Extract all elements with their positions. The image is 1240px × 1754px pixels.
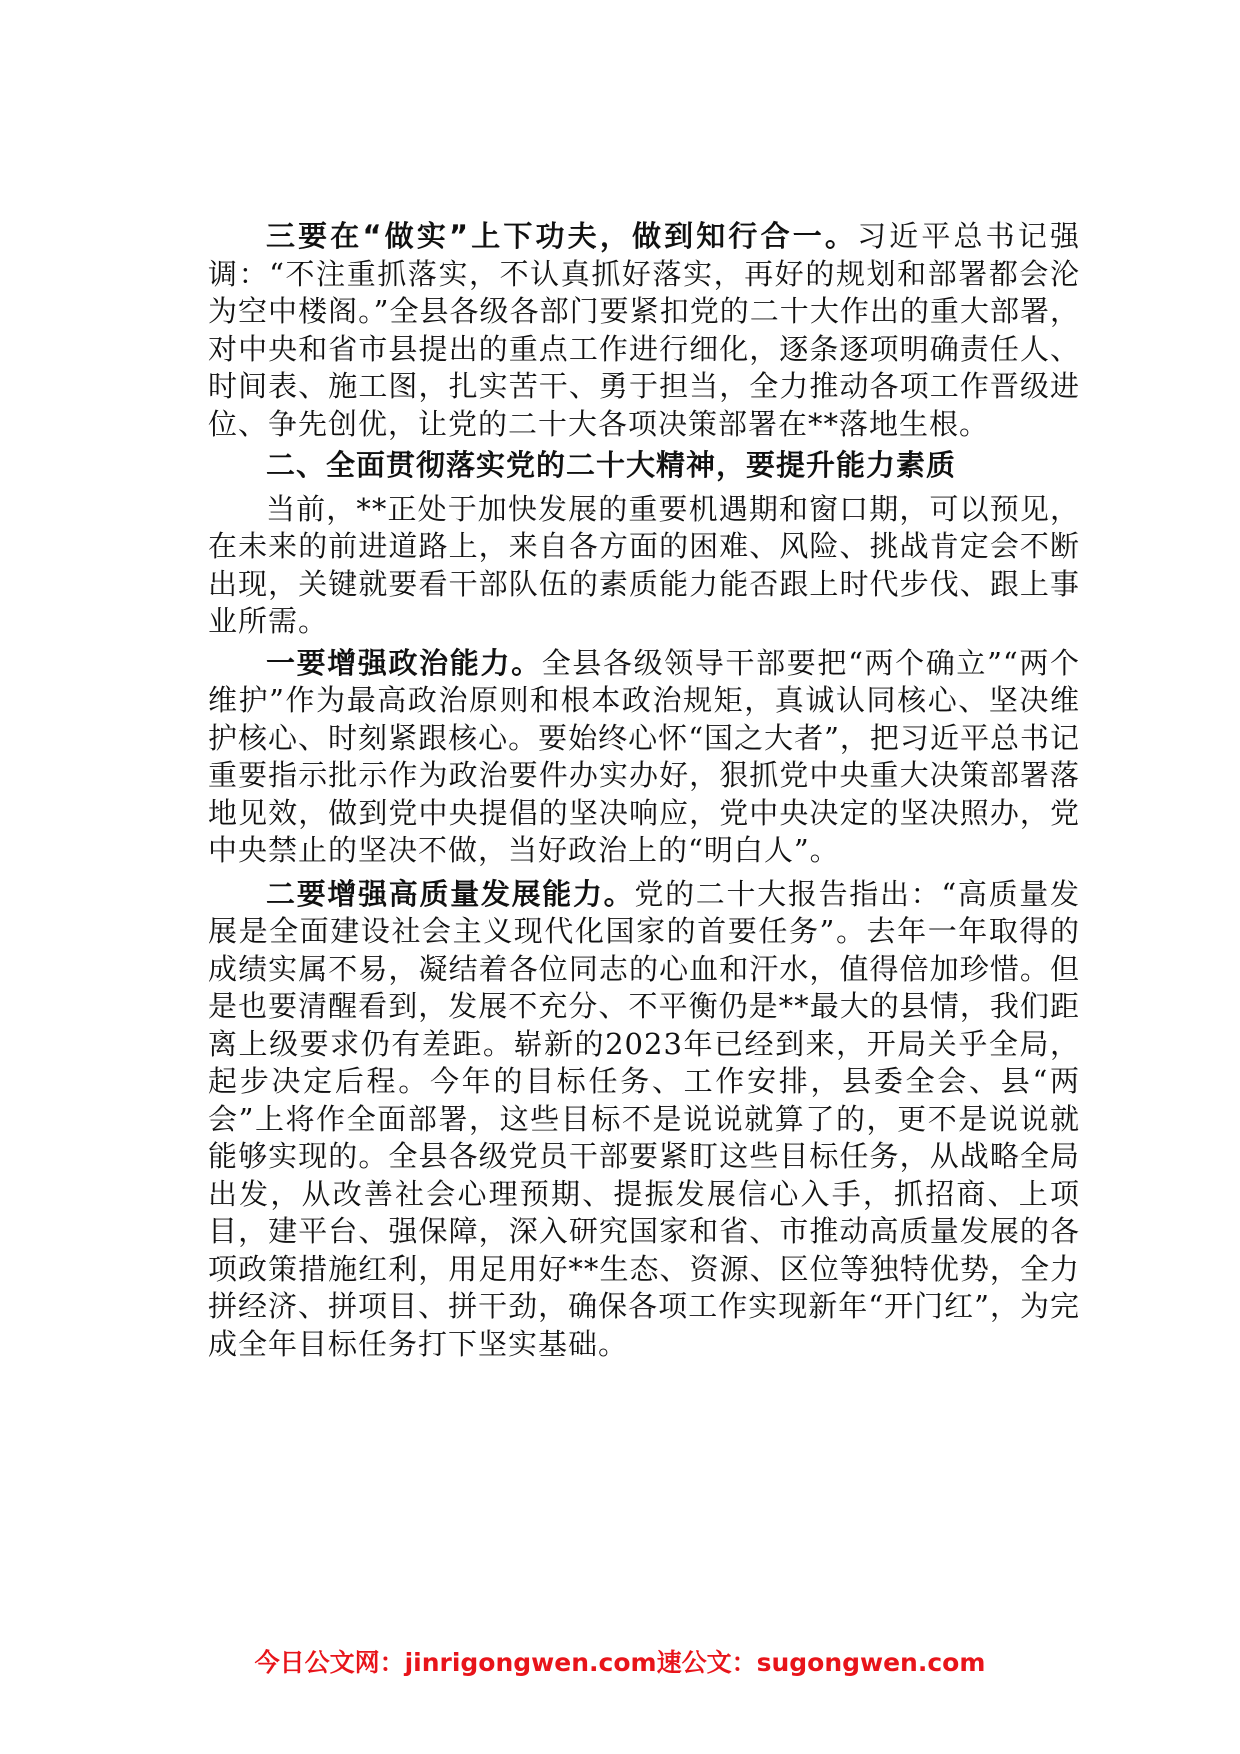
section-intro: 当前，**正处于加快发展的重要机遇期和窗口期，可以预见，在未来的前进道路上，来自各方面的困难、风险、挑战肯定会不断出现，关键就要看干部队伍的素质能力能否跟上时代步伐、跟上事业所需。 xyxy=(208,491,1080,638)
document-body xyxy=(208,218,1080,1369)
point-political-ability xyxy=(208,645,1080,870)
footer-watermark-link[interactable]: 今日公文网：jinrigongwen.com速公文：sugongwen.com xyxy=(254,1648,986,1677)
point-lead: 一要增强政治能力。 xyxy=(266,645,542,680)
paragraph-text: 习近平总书记强调：“不注重抓落实，不认真抓好落实，再好的规划和部署都会沦为空中楼阁。”全县各级各部门要紧扣党的二十大作出的重大部署，对中央和省市县提出的重点工作进行细化，逐条逐项明确责任人、时间表、施工图，扎实苦干、勇于担当，全力推动各项工作晋级进位、争先创优，让党的二十大各项决策部署在**落地生根。 xyxy=(208,219,1080,441)
paragraph-do-solid xyxy=(208,218,1080,443)
paragraph-lead: 三要在“做实”上下功夫，做到知行合一。 xyxy=(266,219,858,253)
point-text: 党的二十大报告指出：“高质量发展是全面建设社会主义现代化国家的首要任务”。去年一年取得的成绩实属不易，凝结着各位同志的心血和汗水，值得倍加珍惜。但是也要清醒看到，发展不充分、不平衡仍是**最大的县情，我们距离上级要求仍有差距。崭新的2023年已经到来，开局关乎全局，起步决定后程。今年的目标任务、工作安排，县委全会、县“两会”上将作全面部署，这些目标不是说说就算了的，更不是说说就能够实现的。全县各级党员干部要紧盯这些目标任务，从战略全局出发，从改善社会心理预期、提振发展信心入手，抓招商、上项目，建平台、强保障，深入研究国家和省、市推动高质量发展的各项政策措施红利，用足用好**生态、资源、区位等独特优势，全力拼经济、拼项目、拼干劲，确保各项工作实现新年“开门红”，为完成全年目标任务打下坚实基础。 xyxy=(208,876,1080,1361)
point-development-ability xyxy=(208,876,1080,1364)
section-heading: 二、全面贯彻落实党的二十大精神，要提升能力素质 xyxy=(266,448,957,482)
point-lead: 二要增强高质量发展能力。 xyxy=(266,876,635,911)
point-text: 全县各级领导干部要把“两个确立”“两个维护”作为最高政治原则和根本政治规矩，真诚认同核心、坚决维护核心、时刻紧跟核心。要始终心怀“国之大者”，把习近平总书记重要指示批示作为政治要件办实办好，狠抓党中央重大决策部署落地见效，做到党中央提倡的坚决响应，党中央决定的坚决照办，党中央禁止的坚决不做，当好政治上的“明白人”。 xyxy=(208,645,1080,867)
